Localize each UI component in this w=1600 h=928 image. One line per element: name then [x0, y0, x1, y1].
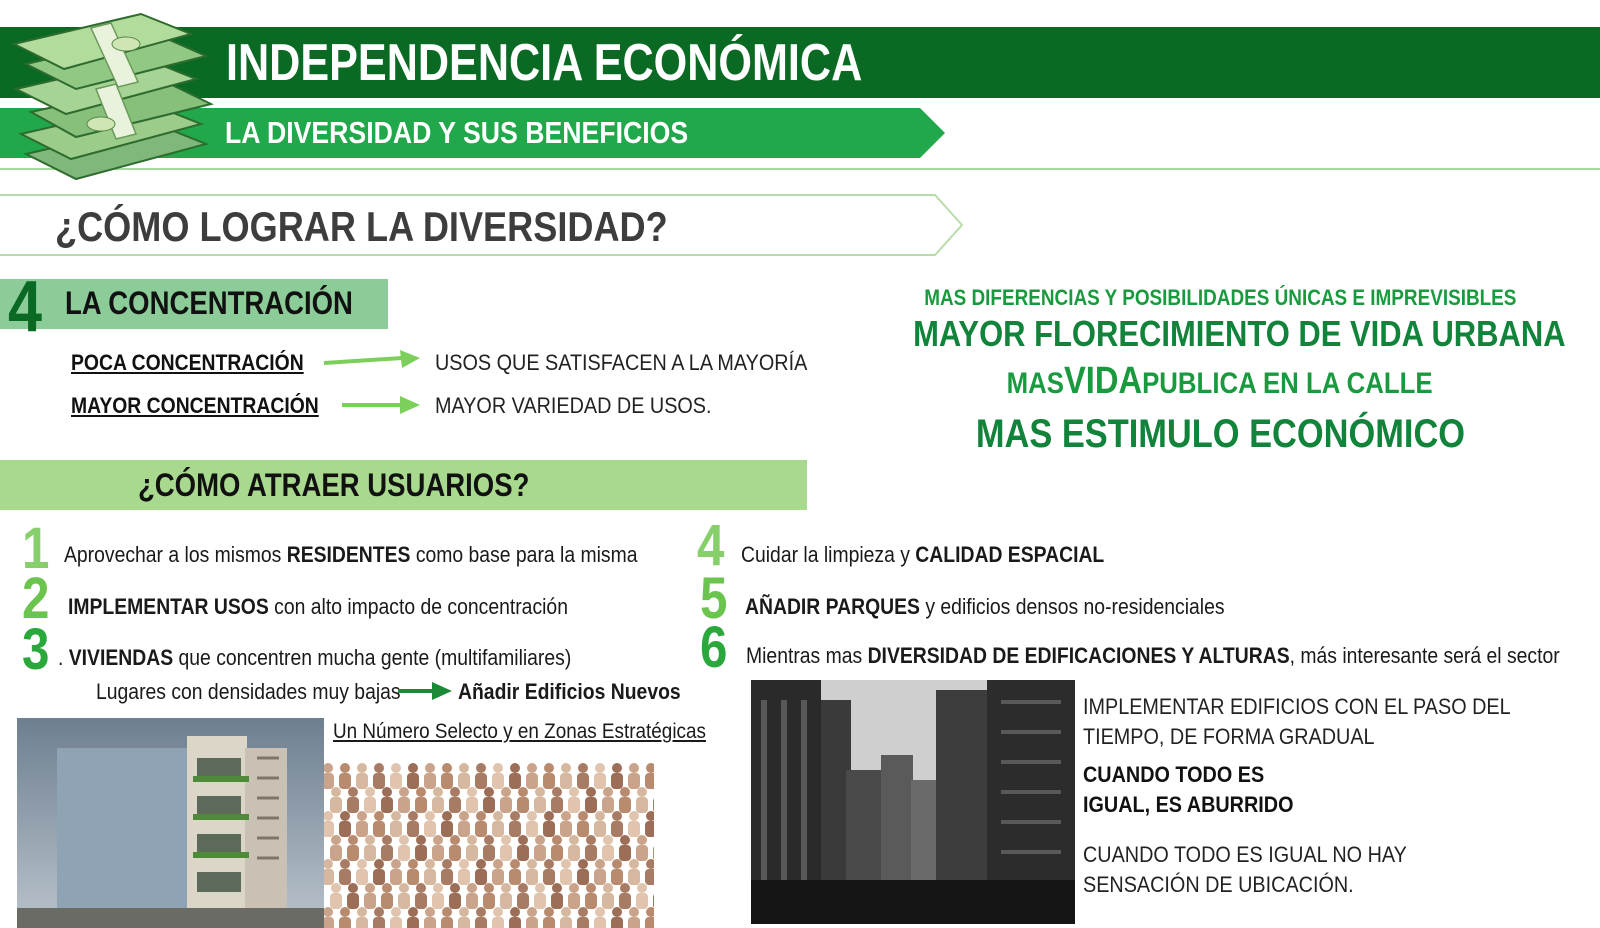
- arrow-right-icon: [396, 680, 454, 702]
- benefit-line-1: MAS DIFERENCIAS Y POSIBILIDADES ÚNICAS E IMPREVISIBLES: [923, 285, 1517, 310]
- strategy-number: 6: [700, 615, 728, 680]
- benefit-line-4: MAS ESTIMULO ECONÓMICO: [975, 412, 1465, 456]
- benefit-line-2: MAYOR FLORECIMIENTO DE VIDA URBANA: [913, 313, 1566, 354]
- strategy-number: 4: [697, 513, 725, 578]
- strategy-text: AÑADIR PARQUES y edificios densos no-residenciales: [745, 594, 1225, 619]
- high-concentration-label: MAYOR CONCENTRACIÓN: [71, 393, 319, 418]
- money-stack-icon: [6, 4, 216, 184]
- header-divider: [0, 168, 1600, 170]
- strategy-number: 1: [22, 516, 50, 581]
- gradual-note-line-2: TIEMPO, DE FORMA GRADUAL: [1083, 724, 1375, 749]
- concentration-number: 4: [8, 267, 43, 347]
- location-note-line-1: CUANDO TODO ES IGUAL NO HAY: [1083, 842, 1407, 867]
- gradual-note-line-1: IMPLEMENTAR EDIFICIOS CON EL PASO DEL: [1083, 694, 1511, 719]
- strategy-text: Cuidar la limpieza y CALIDAD ESPACIAL: [741, 542, 1105, 567]
- strategy-text: . VIVIENDAS que concentren mucha gente (multifamiliares): [58, 645, 572, 670]
- arrow-right-icon: [322, 348, 422, 372]
- strategy-number: 5: [700, 566, 728, 631]
- low-density-action: Añadir Edificios Nuevos: [458, 679, 681, 704]
- low-concentration-result: USOS QUE SATISFACEN A LA MAYORÍA: [435, 350, 808, 375]
- strategy-text: IMPLEMENTAR USOS con alto impacto de concentración: [68, 594, 568, 619]
- question-title: ¿CÓMO LOGRAR LA DIVERSIDAD?: [55, 203, 668, 250]
- arrow-right-icon: [340, 393, 422, 417]
- concentration-title: LA CONCENTRACIÓN: [65, 285, 353, 321]
- boring-note-line-2: IGUAL, ES ABURRIDO: [1083, 792, 1294, 817]
- low-density-text: Lugares con densidades muy bajas: [96, 679, 401, 704]
- strategy-number: 2: [22, 566, 50, 631]
- benefit-line-3: MASVIDAPUBLICA EN LA CALLE: [1007, 360, 1433, 402]
- question-2-title: ¿CÓMO ATRAER USUARIOS?: [138, 467, 530, 503]
- strategy-number: 3: [22, 617, 50, 682]
- location-note-line-2: SENSACIÓN DE UBICACIÓN.: [1083, 872, 1354, 897]
- page-title: INDEPENDENCIA ECONÓMICA: [226, 34, 863, 92]
- low-concentration-label: POCA CONCENTRACIÓN: [71, 350, 304, 375]
- high-concentration-result: MAYOR VARIEDAD DE USOS.: [435, 393, 712, 418]
- strategy-text: Aprovechar a los mismos RESIDENTES como base para la misma: [64, 542, 638, 567]
- crowd-image: [324, 760, 654, 928]
- page-subtitle: LA DIVERSIDAD Y SUS BENEFICIOS: [225, 115, 689, 150]
- selection-note: Un Número Selecto y en Zonas Estratégicas: [333, 720, 706, 743]
- boring-note-line-1: CUANDO TODO ES: [1083, 762, 1265, 787]
- city-image: [751, 680, 1075, 924]
- building-image: [17, 718, 324, 928]
- strategy-text: Mientras mas DIVERSIDAD DE EDIFICACIONES Y ALTURAS, más interesante será el sector: [746, 643, 1560, 668]
